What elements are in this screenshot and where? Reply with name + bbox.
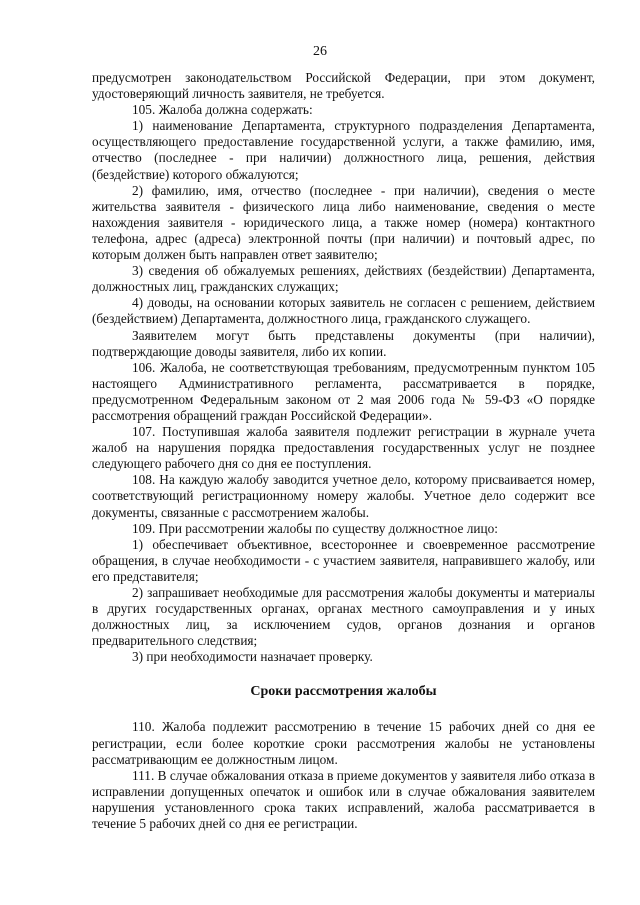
paragraph-108: 108. На каждую жалобу заводится учетное дело, которому присваивается номер, соответствующий регистрационному номеру жалобы. Учетное дело содержит все документы, связанные с рассмотрением жалобы. xyxy=(92,472,595,520)
paragraph-109-item-2: 2) запрашивает необходимые для рассмотрения жалобы документы и материалы в других государственных органах, органах местного самоуправления и у иных должностных лиц, за исключением судов, органов дознания и органов предварительного следствия; xyxy=(92,585,595,649)
section-heading: Сроки рассмотрения жалобы xyxy=(250,684,437,700)
paragraph-105-item-3: 3) сведения об обжалуемых решениях, действиях (бездействии) Департамента, должностных лиц, гражданских служащих; xyxy=(92,263,595,295)
paragraph-105-item-4: 4) доводы, на основании которых заявитель не согласен с решением, действием (бездействием) Департамента, должностного лица, гражданского служащего. xyxy=(92,295,595,327)
paragraph-continuation: предусмотрен законодательством Российской Федерации, при этом документ, удостоверяющий личность заявителя, не требуется. xyxy=(92,70,595,102)
paragraph-110: 110. Жалоба подлежит рассмотрению в течение 15 рабочих дней со дня ее регистрации, если более короткие сроки рассмотрения жалобы не установлены рассматривающим ее должностным лицом. xyxy=(92,719,595,767)
paragraph-107: 107. Поступившая жалоба заявителя подлежит регистрации в журнале учета жалоб на нарушения порядка предоставления государственных услуг не позднее следующего рабочего дня со дня ее поступления. xyxy=(92,424,595,472)
paragraph-105-item-2: 2) фамилию, имя, отчество (последнее - при наличии), сведения о месте жительства заявителя - физического лица либо наименование, сведения о месте нахождения заявителя - юридического лица, а также номер (номера) контактного телефона, адрес (адреса) электронной почты (при наличии) и почтовый адрес, по которым должен быть направлен ответ заявителю; xyxy=(92,182,595,263)
paragraph-105: 105. Жалоба должна содержать: xyxy=(132,102,313,118)
paragraph-105-item-1: 1) наименование Департамента, структурного подразделения Департамента, осуществляющего предоставление государственной услуги, а также фамилию, имя, отчество (последнее - при наличии) должностного лица, решения, действия (бездействие) которого обжалуются; xyxy=(92,118,595,182)
paragraph-105-note: Заявителем могут быть представлены документы (при наличии), подтверждающие доводы заявителя, либо их копии. xyxy=(92,327,595,359)
paragraph-109-item-3: 3) при необходимости назначает проверку. xyxy=(132,649,373,665)
paragraph-109: 109. При рассмотрении жалобы по существу должностное лицо: xyxy=(132,520,498,536)
document-body xyxy=(92,70,595,832)
paragraph-109-item-1: 1) обеспечивает объективное, всестороннее и своевременное рассмотрение обращения, в случае необходимости - с участием заявителя, направившего жалобу, или его представителя; xyxy=(92,536,595,584)
page-number: 26 xyxy=(313,44,327,59)
paragraph-106: 106. Жалоба, не соответствующая требованиям, предусмотренным пунктом 105 настоящего Административного регламента, рассматривается в порядке, предусмотренном Федеральным законом от 2 мая 2006 года № 59-ФЗ «О порядке рассмотрения обращений граждан Российской Федерации». xyxy=(92,359,595,423)
paragraph-111: 111. В случае обжалования отказа в приеме документов у заявителя либо отказа в исправлении допущенных опечаток и ошибок или в случае обжалования заявителем нарушения установленного срока таких исправлений, жалоба рассматривается в течение 5 рабочих дней со дня ее регистрации. xyxy=(92,767,595,832)
